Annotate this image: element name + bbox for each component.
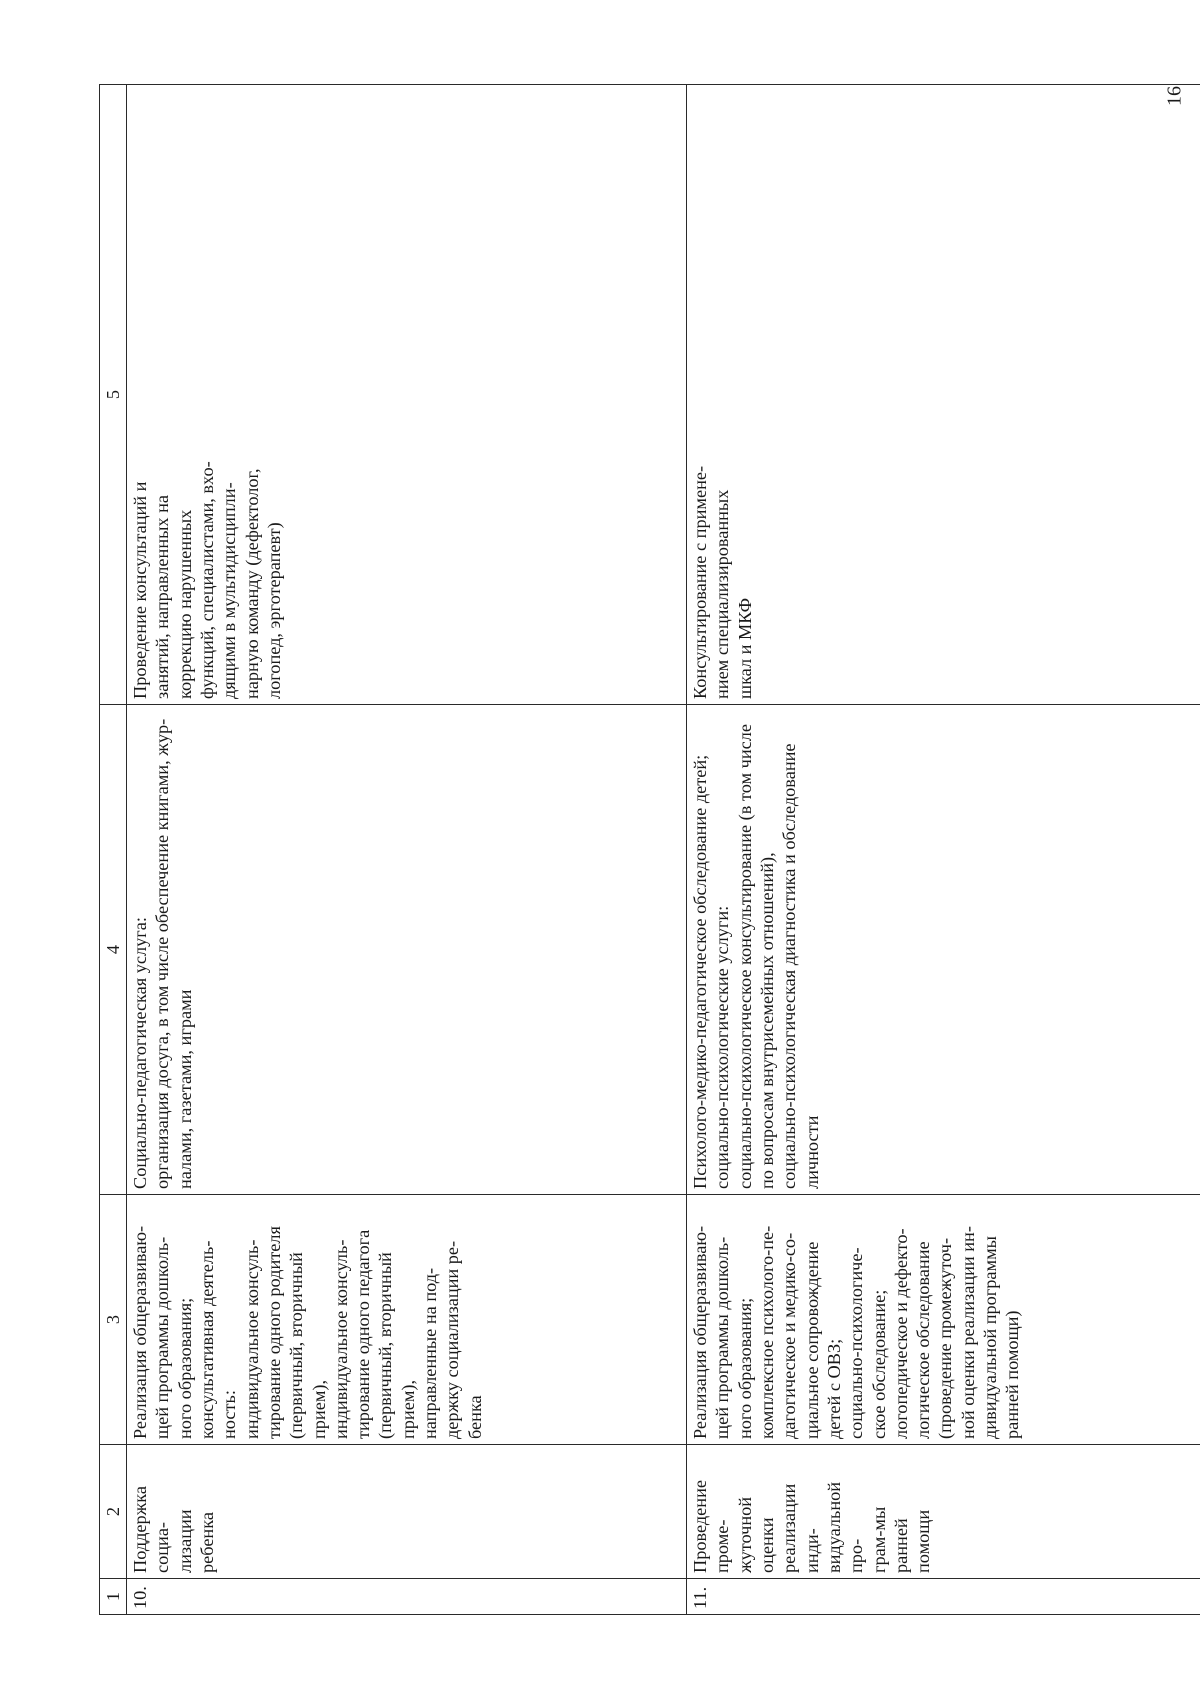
cell-text-line: нием специализированных bbox=[712, 489, 733, 699]
cell-text-line: ранней помощи) bbox=[1002, 1310, 1023, 1439]
cell-text-line: прием), bbox=[397, 1379, 418, 1439]
services-table bbox=[99, 84, 1200, 1615]
cell-text-line: логическое обследование bbox=[913, 1241, 934, 1439]
cell-text-line: жуточной оценки bbox=[734, 1496, 777, 1573]
cell-text-line: прием), bbox=[308, 1379, 329, 1439]
cell-text-line: Социально-педагогическая услуга: bbox=[130, 917, 150, 1189]
cell-text-line: функций, специалистами, вхо- bbox=[196, 461, 217, 699]
header-cell-2: 2 bbox=[100, 1445, 127, 1579]
cell-text-line: личности bbox=[801, 1115, 822, 1189]
cell-text-line: Проведение проме- bbox=[690, 1480, 733, 1573]
row-number: 11. bbox=[687, 1579, 1200, 1615]
cell-text-line: бенка bbox=[464, 1395, 485, 1439]
cell-text-line: ного образования; bbox=[174, 1297, 195, 1439]
row-number: 10. bbox=[127, 1579, 687, 1615]
table-row bbox=[127, 85, 687, 1615]
cell-text-line: ной оценки реализации ин- bbox=[957, 1226, 978, 1439]
cell-text-line: комплексное психолого-пе- bbox=[756, 1225, 777, 1439]
service-cell bbox=[127, 705, 687, 1195]
activity-cell bbox=[687, 1195, 1200, 1445]
cell-text-line: индивидуальное консуль- bbox=[241, 1239, 262, 1439]
cell-text-line: щей программы дошколь- bbox=[712, 1236, 733, 1439]
cell-text-line: ность: bbox=[219, 1390, 240, 1439]
cell-text-line: держку социализации ре- bbox=[442, 1240, 463, 1439]
cell-text-line: логопед, эрготерапевт) bbox=[263, 522, 284, 699]
cell-text-line: лизации ребенка bbox=[174, 1509, 217, 1573]
cell-text-line: дагогическое и медико-со- bbox=[779, 1232, 800, 1439]
header-row bbox=[100, 85, 127, 1615]
cell-text-line: индивидуальное консуль- bbox=[330, 1239, 351, 1439]
rotated-page-content bbox=[99, 85, 1200, 1615]
cell-text-line: (проведение промежуточ- bbox=[935, 1237, 956, 1439]
cell-text-line: социально-психологические услуги: bbox=[712, 905, 733, 1189]
cell-text-line: Поддержка социа- bbox=[130, 1485, 173, 1573]
cell-text-line: нарную команду (дефектолог, bbox=[241, 468, 262, 699]
cell-text-line: (первичный, вторичный bbox=[286, 1252, 307, 1439]
table-row bbox=[687, 85, 1200, 1615]
cell-text-line: коррекцию нарушенных bbox=[174, 509, 195, 699]
header-cell-1: 1 bbox=[100, 1579, 127, 1615]
cell-text-line: щей программы дошколь- bbox=[152, 1236, 173, 1439]
cell-text-line: занятий, направленных на bbox=[152, 494, 173, 699]
cell-text-line: Реализация общеразвиваю- bbox=[130, 1225, 150, 1439]
cell-text-line: направленные на под- bbox=[420, 1267, 441, 1439]
cell-text-line: Психолого-медико-педагогическое обследование детей; bbox=[690, 754, 710, 1189]
cell-text-line: Консультирование с примене- bbox=[690, 465, 710, 699]
cell-text-line: видуальной про- bbox=[823, 1481, 867, 1573]
cell-text-line: циальное сопровождение bbox=[801, 1241, 822, 1439]
consultation-cell bbox=[687, 85, 1200, 705]
cell-text-line: социально-психологическая диагностика и обследование bbox=[779, 743, 800, 1189]
task-cell bbox=[687, 1445, 1200, 1579]
cell-text-line: дящими в мультидисципли- bbox=[219, 482, 240, 699]
cell-text-line: социально-психологическое консультирование (в том числе bbox=[734, 724, 755, 1189]
cell-text-line: ское обследование; bbox=[868, 1289, 889, 1439]
cell-text-line: помощи bbox=[913, 1509, 934, 1573]
header-cell-5: 5 bbox=[100, 85, 127, 705]
cell-text-line: грам-мы ранней bbox=[868, 1506, 911, 1573]
cell-text-line: шкал и МКФ bbox=[734, 597, 755, 699]
cell-text-line: налами, газетами, играми bbox=[174, 989, 195, 1189]
cell-text-line: Проведение консультаций и bbox=[130, 481, 150, 699]
cell-text-line: по вопросам внутрисемейных отношений), bbox=[756, 852, 777, 1189]
cell-text-line: ного образования; bbox=[734, 1297, 755, 1439]
header-cell-3: 3 bbox=[100, 1195, 127, 1445]
activity-cell bbox=[127, 1195, 687, 1445]
cell-text-line: Реализация общеразвиваю- bbox=[690, 1225, 710, 1439]
cell-text-line: реализации инди- bbox=[779, 1483, 822, 1573]
cell-text-line: дивидуальной программы bbox=[980, 1236, 1001, 1439]
cell-text-line: логопедическое и дефекто- bbox=[890, 1228, 911, 1439]
cell-text-line: социально-психологиче- bbox=[846, 1247, 867, 1439]
consultation-cell bbox=[127, 85, 687, 705]
page-number: 16 bbox=[1163, 86, 1186, 106]
header-cell-4: 4 bbox=[100, 705, 127, 1195]
cell-text-line: детей с ОВЗ; bbox=[823, 1338, 844, 1439]
cell-text-line: тирование одного родителя bbox=[263, 1226, 284, 1439]
cell-text-line: (первичный, вторичный bbox=[375, 1252, 396, 1439]
service-cell bbox=[687, 705, 1200, 1195]
cell-text-line: консультативная деятель- bbox=[196, 1240, 217, 1439]
task-cell bbox=[127, 1445, 687, 1579]
cell-text-line: организация досуга, в том числе обеспечение книгами, жур- bbox=[152, 718, 173, 1189]
cell-text-line: тирование одного педагога bbox=[353, 1229, 374, 1439]
